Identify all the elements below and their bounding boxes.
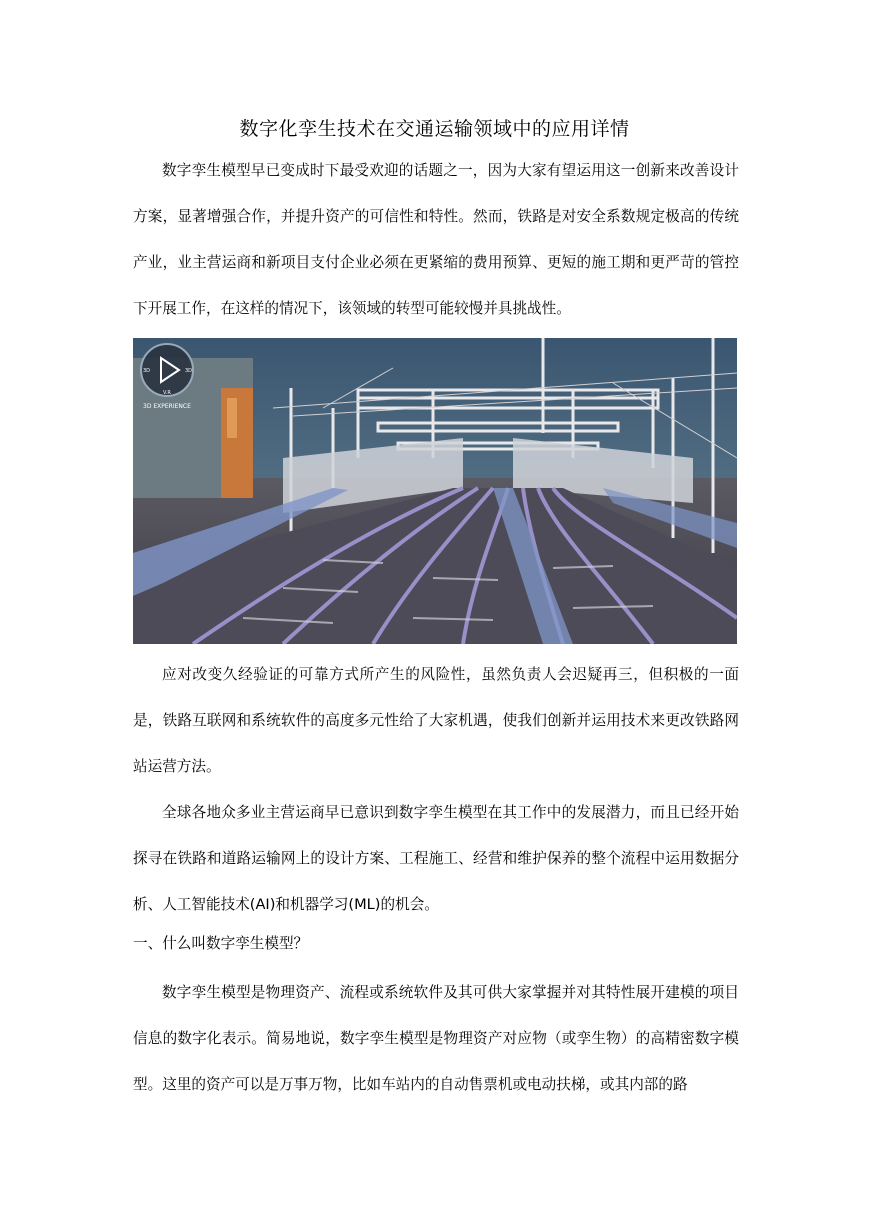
compass-label-bottom: V.R	[163, 390, 171, 396]
section-heading: 一、什么叫数字孪生模型？	[133, 935, 309, 952]
paragraph-4: 数字孪生模型是物理资产、流程或系统软件及其可供大家掌握并对其特性展开建模的项目信息的数字化表示。简易地说，数字孪生模型是物理资产对应物（或孪生物）的高精密数字模型。这里的资产可以是万事万物，比如车站内的自动售票机或电动扶梯，或其内部的路	[133, 984, 739, 1093]
document-title: 数字化孪生技术在交通运输领域中的应用详情	[239, 118, 630, 140]
compass-label-right: 3D	[185, 368, 193, 374]
overlay-brand-label: 3D EXPERIENCE	[143, 403, 191, 410]
paragraph-2: 应对改变久经验证的可靠方式所产生的风险性，虽然负责人会迟疑再三，但积极的一面是，铁路互联网和系统软件的高度多元性给了大家机遇，使我们创新并运用技术来更改铁路网站运营方法。	[133, 666, 739, 775]
compass-label-left: 3D	[143, 368, 151, 374]
paragraph-3: 全球各地众多业主营运商早已意识到数字孪生模型在其工作中的发展潜力，而且已经开始探寻在铁路和道路运输网上的设计方案、工程施工、经营和维护保养的整个流程中运用数据分析、人工智能技术(AI)和机器学习(ML)的机会。	[133, 804, 739, 913]
paragraph-1: 数字孪生模型早已变成时下最受欢迎的话题之一，因为大家有望运用这一创新来改善设计方案，显著增强合作，并提升资产的可信性和特性。然而，铁路是对安全系数规定极高的传统产业，业主营运商和新项目支付企业必须在更紧缩的费用预算、更短的施工期和更严苛的管控下开展工作，在这样的情况下，该领域的转型可能较慢并具挑战性。	[133, 162, 739, 317]
railway-digital-twin-image	[133, 338, 737, 644]
